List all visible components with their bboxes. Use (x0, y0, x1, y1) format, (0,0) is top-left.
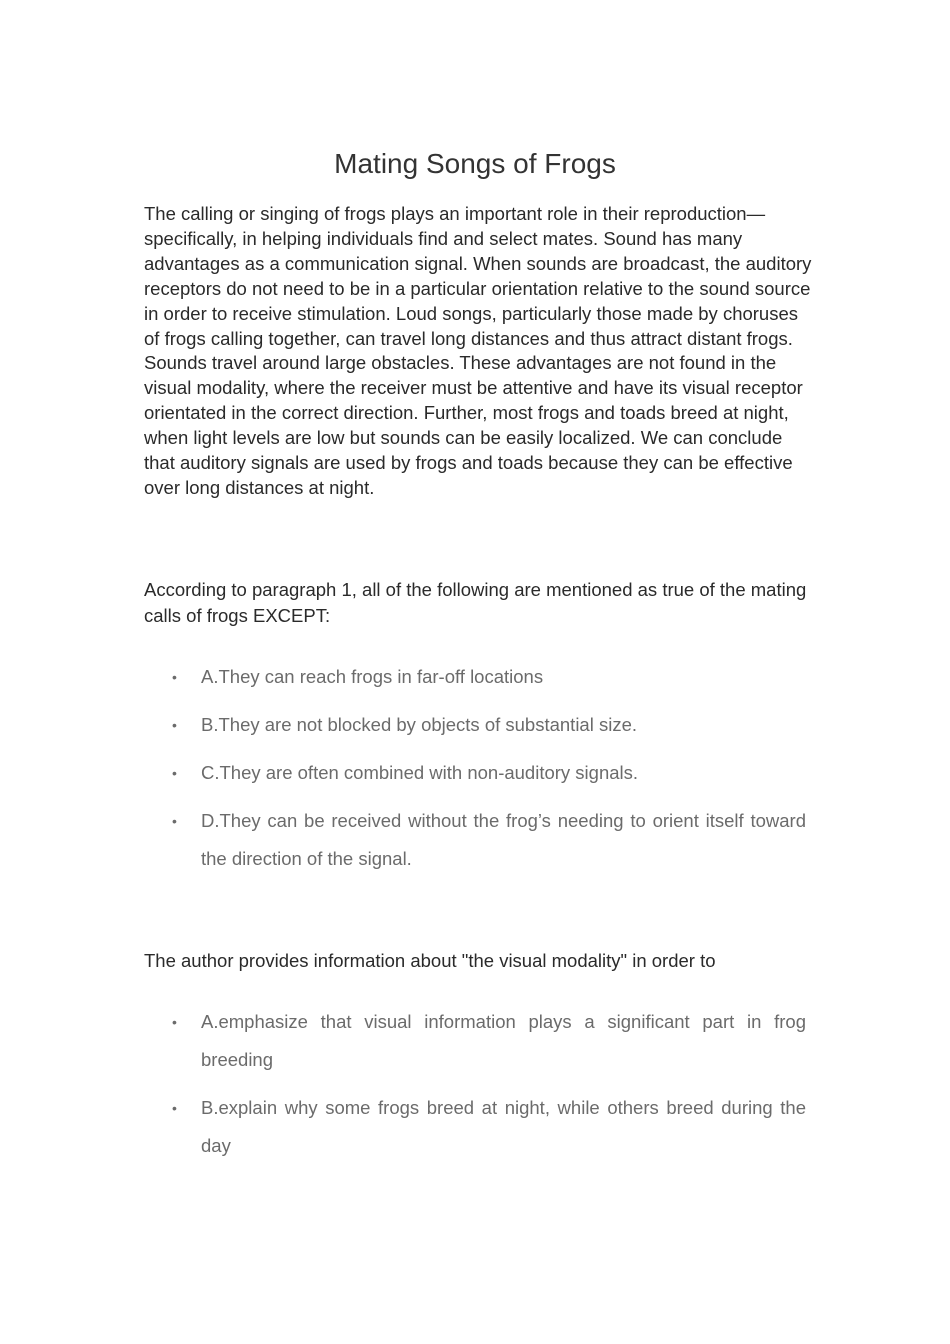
bullet-icon: • (172, 1100, 177, 1116)
question-1-options (144, 658, 806, 888)
question-1-option-c[interactable] (144, 754, 806, 792)
question-2-options (144, 1003, 806, 1175)
question-2-prompt: The author provides information about "the visual modality" in order to (144, 950, 716, 971)
option-label: C.They are often combined with non-auditory signals. (201, 762, 639, 783)
question-1-option-b[interactable] (144, 706, 806, 744)
bullet-icon: • (172, 669, 177, 685)
question-2-option-b[interactable] (144, 1089, 806, 1165)
question-1-option-d[interactable] (144, 802, 806, 878)
option-label: A.They can reach frogs in far-off locations (201, 666, 544, 687)
bullet-icon: • (172, 717, 177, 733)
option-label: A.emphasize that visual information plays a significant part in frog breeding (201, 1011, 806, 1070)
question-1-prompt: According to paragraph 1, all of the following are mentioned as true of the mating calls of frogs EXCEPT: (144, 579, 807, 626)
passage-paragraph: The calling or singing of frogs plays an important role in their reproduction—specifically, in helping individuals find and select mates. Sound has many advantages as a communication signal. When sounds are broadcast, the auditory receptors do not need to be in a particular orientation relative to the sound source in order to receive stimulation. Loud songs, particularly those made by choruses of frogs calling together, can travel long distances and thus attract distant frogs. Sounds travel around large obstacles. These advantages are not found in the visual modality, where the receiver must be attentive and have its visual receptor orientated in the correct direction. Further, most frogs and toads breed at night, when light levels are low but sounds can be easily localized. We can conclude that auditory signals are used by frogs and toads because they can be effective over long distances at night. (144, 203, 812, 498)
option-label: D.They can be received without the frog’s needing to orient itself toward the direction of the signal. (201, 810, 806, 869)
option-label: B.They are not blocked by objects of substantial size. (201, 714, 638, 735)
question-2-option-a[interactable] (144, 1003, 806, 1079)
page-title: Mating Songs of Frogs (334, 148, 616, 179)
option-label: B.explain why some frogs breed at night, while others breed during the day (201, 1097, 806, 1156)
bullet-icon: • (172, 765, 177, 781)
bullet-icon: • (172, 1014, 177, 1030)
question-1-option-a[interactable] (144, 658, 806, 696)
bullet-icon: • (172, 813, 177, 829)
